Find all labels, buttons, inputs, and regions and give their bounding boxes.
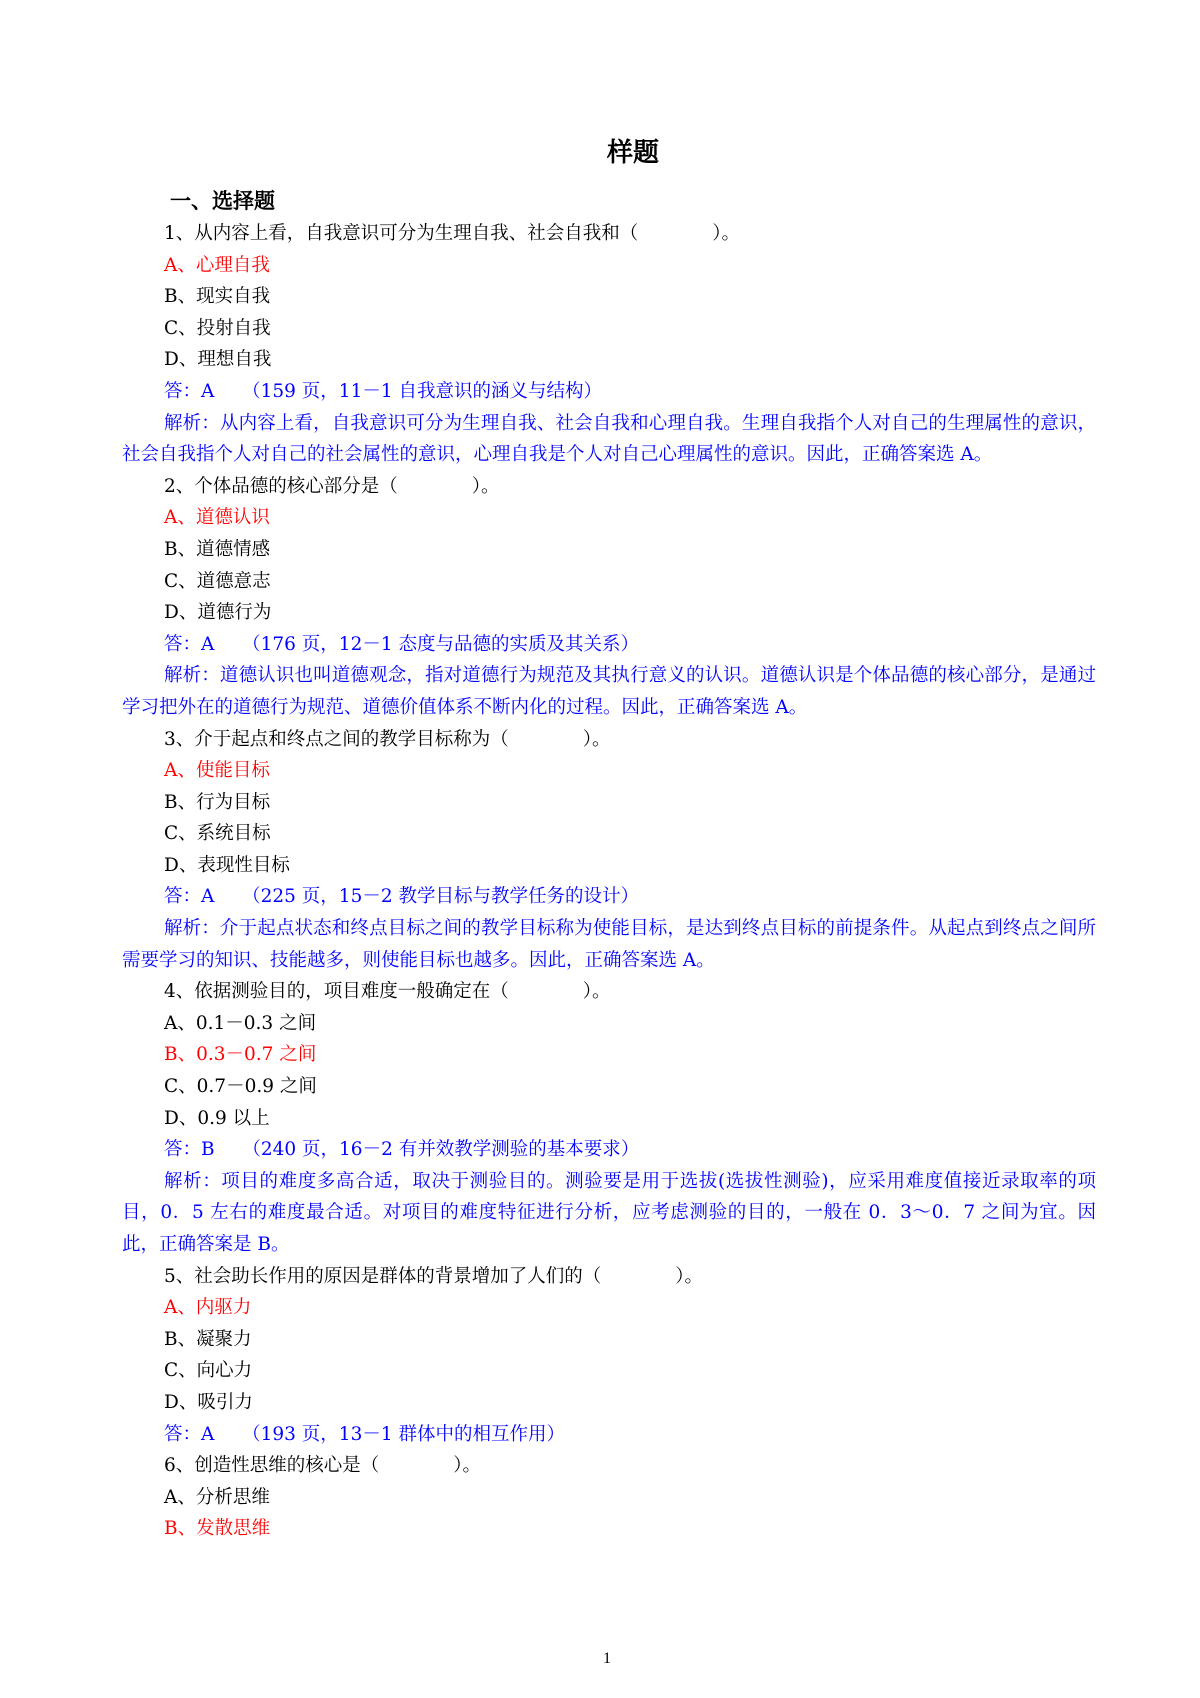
option: C、投射自我 (164, 317, 271, 339)
option: D、表现性目标 (164, 854, 290, 876)
section-heading: 一、选择题 (170, 189, 275, 213)
option: D、道德行为 (164, 602, 272, 624)
option: A、分析思维 (164, 1486, 270, 1508)
option-correct: A、道德认识 (164, 507, 270, 529)
question-stem: 1、从内容上看，自我意识可分为生理自我、社会自我和（ ）。 (164, 223, 741, 244)
option-correct: B、0.3－0.7 之间 (164, 1044, 317, 1066)
page-number: 1 (603, 1650, 611, 1667)
analysis-paragraph: 解析：介于起点状态和终点目标之间的教学目标称为使能目标，是达到终点目标的前提条件。从起点到终点之间所需要学习的知识、技能越多，则使能目标也越多。因此，正确答案选 A。 (122, 918, 1096, 971)
question-stem: 6、创造性思维的核心是（ ）。 (164, 1455, 482, 1477)
answer-line: 答：A （225 页，15－2 教学目标与教学任务的设计） (164, 886, 639, 908)
document-title: 样题 (606, 138, 659, 168)
question-stem: 2、个体品德的核心部分是（ ）。 (164, 475, 500, 497)
question-block (122, 976, 1096, 1260)
option-correct: A、内驱力 (164, 1297, 252, 1319)
option: B、现实自我 (164, 286, 271, 308)
option-correct: B、发散思维 (164, 1518, 271, 1540)
question-list (122, 218, 1096, 1545)
option: B、凝聚力 (164, 1328, 252, 1350)
question-block (122, 1261, 1096, 1451)
answer-line: 答：A （176 页，12－1 态度与品德的实质及其关系） (164, 633, 639, 655)
answer-line: 答：B （240 页，16－2 有并效教学测验的基本要求） (164, 1139, 640, 1161)
question-block (122, 218, 1096, 471)
option: C、0.7－0.9 之间 (164, 1076, 317, 1098)
question-block (122, 471, 1096, 724)
option: C、道德意志 (164, 570, 271, 592)
question-stem: 5、社会助长作用的原因是群体的背景增加了人们的（ ）。 (164, 1265, 704, 1287)
option: D、0.9 以上 (164, 1107, 270, 1129)
option: D、理想自我 (164, 349, 272, 371)
question-stem: 4、依据测验目的，项目难度一般确定在（ ）。 (164, 981, 611, 1003)
option-correct: A、使能目标 (164, 760, 270, 782)
question-stem: 3、介于起点和终点之间的教学目标称为（ ）。 (164, 728, 611, 750)
option-correct: A、心理自我 (164, 254, 270, 276)
option: C、系统目标 (164, 823, 271, 845)
option: B、道德情感 (164, 538, 271, 560)
option: C、向心力 (164, 1360, 253, 1382)
answer-line: 答：A （193 页，13－1 群体中的相互作用） (164, 1423, 565, 1445)
option: D、吸引力 (164, 1391, 253, 1413)
option: A、0.1－0.3 之间 (164, 1012, 317, 1034)
question-block (122, 724, 1096, 977)
analysis-paragraph: 解析：项目的难度多高合适，取决于测验目的。测验要是用于选拔(选拔性测验)，应采用难度值接近录取率的项目，0．5 左右的难度最合适。对项目的难度特征进行分析，应考虑测验的目的，一般在 0．3～0．7 之间为宜。因此，正确答案是 B。 (122, 1170, 1096, 1255)
analysis-paragraph: 解析：从内容上看，自我意识可分为生理自我、社会自我和心理自我。生理自我指个人对自己的生理属性的意识，社会自我指个人对自己的社会属性的意识，心理自我是个人对自己心理属性的意识。因此，正确答案选 A。 (122, 412, 1096, 466)
analysis-paragraph: 解析：道德认识也叫道德观念，指对道德行为规范及其执行意义的认识。道德认识是个体品德的核心部分，是通过学习把外在的道德行为规范、道德价值体系不断内化的过程。因此，正确答案选 A。 (122, 665, 1096, 718)
option: B、行为目标 (164, 791, 271, 813)
answer-line: 答：A （159 页，11－1 自我意识的涵义与结构） (164, 380, 602, 402)
question-block (122, 1450, 1096, 1545)
